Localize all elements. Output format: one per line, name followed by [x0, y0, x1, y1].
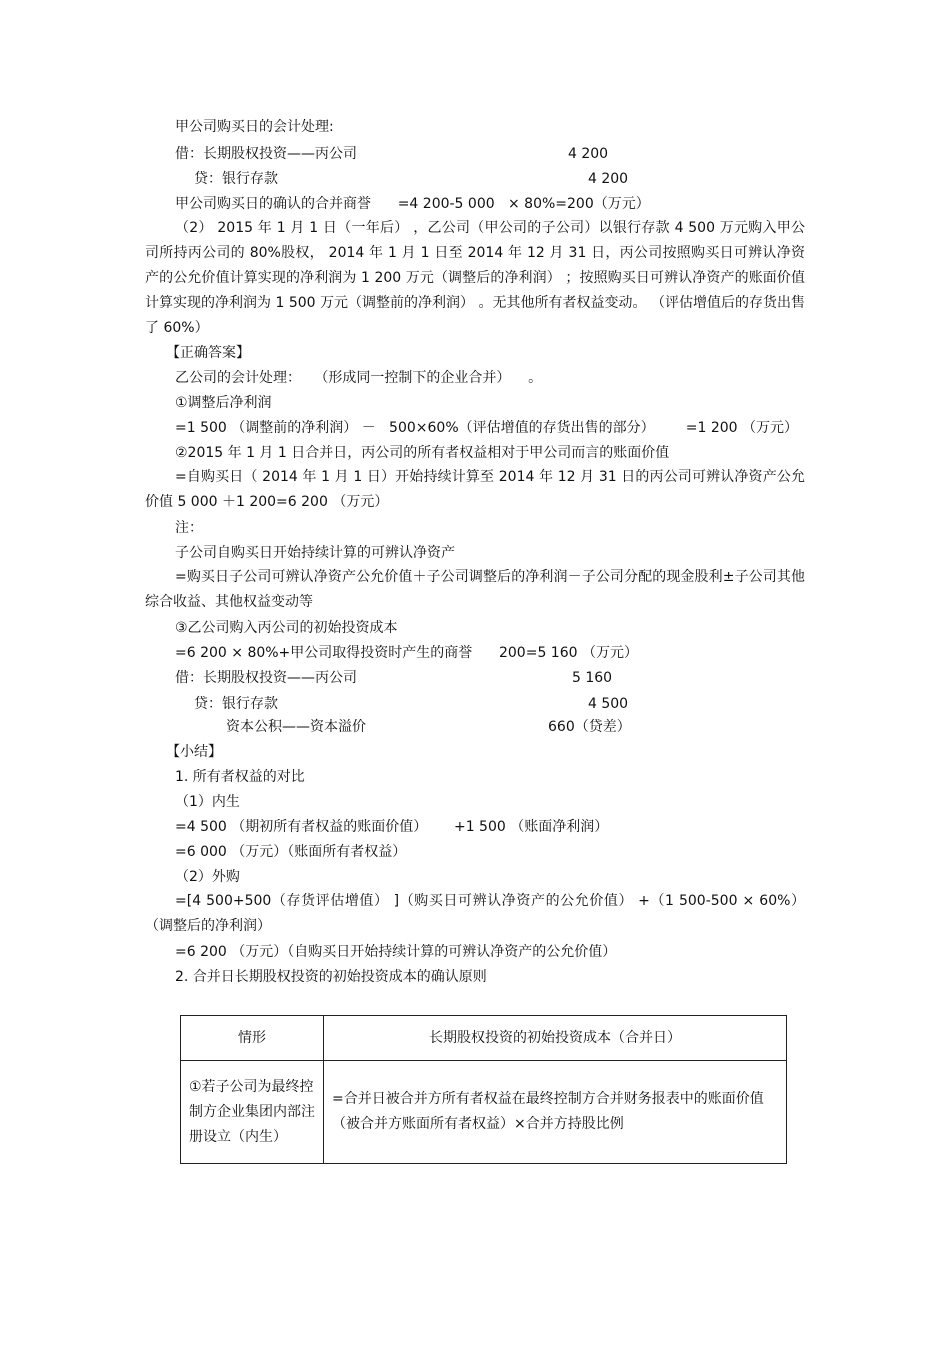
table-header-row: [181, 1016, 787, 1061]
paragraph-text: =[4 500+500（存货评估增值） ]（购买日可辨认净资产的公允价值） +（1 500-500 × 60%）（调整后的净利润）: [145, 893, 805, 934]
goodwill-line: 甲公司购买日的确认的合并商誉 =4 200-5 000 × 80%=200（万元）: [175, 196, 650, 212]
line-8: =1 500 （调整前的净利润） － 500×60%（评估增值的存货出售的部分） =1 200 （万元）: [175, 420, 799, 436]
line-6: 乙公司的会计处理： （形成同一控制下的企业合并） 。: [175, 370, 543, 386]
line-2-entry: 借：长期股权投资——丙公司: [175, 146, 357, 162]
line-24: 2. 合并日长期股权投资的初始投资成本的确认原则: [175, 969, 487, 985]
paragraph-net-assets: [145, 565, 805, 615]
line-19: （1）内生: [175, 794, 240, 810]
line-3-amount: 4 200: [588, 171, 629, 187]
paragraph-book-value: [145, 465, 805, 515]
table-row: [181, 1061, 787, 1164]
answer-heading: 【正确答案】: [166, 345, 250, 361]
table-cell: =合并日被合并方所有者权益在最终控制方合并财务报表中的账面价值（被合并方账面所有者权益）×合并方持股比例: [324, 1061, 787, 1164]
table-header-cell: 情形: [181, 1016, 324, 1061]
line-14-amount: 5 160: [572, 670, 613, 686]
line-16-amount: 660（贷差）: [548, 719, 631, 735]
line-12: ③乙公司购入丙公司的初始投资成本: [175, 620, 398, 636]
line-14-entry: 借：长期股权投资——丙公司: [175, 670, 357, 686]
table-cell: ①若子公司为最终控制方企业集团内部注册设立（内生）: [181, 1061, 324, 1164]
paragraph-purchased: [145, 889, 805, 939]
line-22: （2）外购: [175, 869, 240, 885]
line-1: 甲公司购买日的会计处理:: [175, 119, 334, 135]
line-13: =6 200 × 80%+甲公司取得投资时产生的商誉 200=5 160 （万元）: [175, 645, 638, 661]
line-21: =6 000 （万元）（账面所有者权益）: [175, 844, 407, 860]
paragraph-case-2: [145, 216, 805, 341]
line-20: =4 500 （期初所有者权益的账面价值） +1 500 （账面净利润）: [175, 819, 609, 835]
line-11: 子公司自购买日开始持续计算的可辨认净资产: [175, 545, 455, 561]
principle-table: [180, 1015, 787, 1164]
line-18: 1. 所有者权益的对比: [175, 769, 305, 785]
paragraph-text: =购买日子公司可辨认净资产公允价值＋子公司调整后的净利润－子公司分配的现金股利±子公司其他综合收益、其他权益变动等: [145, 569, 805, 610]
line-2-amount: 4 200: [568, 146, 609, 162]
line-15-entry: 贷：银行存款: [194, 696, 278, 712]
paragraph-text: （2） 2015 年 1 月 1 日（一年后） ，乙公司（甲公司的子公司）以银行存款 4 500 万元购入甲公司所持丙公司的 80%股权， 2014 年 1 月 1 日至 2014 年 12 月 31 日，丙公司按照购买日可辨认净资产的公允价值计算实现的净利润为 1 200 万元（调整后的净利润） ；按照购买日可辨认净资产的账面价值计算实现的净利润为 1 500 万元（调整前的净利润） 。无其他所有者权益变动。 （评估增值后的存货出售了 60%）: [145, 220, 805, 336]
line-9: ②2015 年 1 月 1 日合并日，丙公司的所有者权益相对于甲公司而言的账面价值: [175, 445, 670, 461]
line-15-amount: 4 500: [588, 696, 629, 712]
summary-heading: 【小结】: [166, 744, 222, 760]
paragraph-text: =自购买日（ 2014 年 1 月 1 日）开始持续计算至 2014 年 12 月 31 日的丙公司可辨认净资产公允价值 5 000 ＋1 200=6 200 （万元）: [145, 469, 805, 510]
line-23: =6 200 （万元）（自购买日开始持续计算的可辨认净资产的公允价值）: [175, 944, 617, 960]
table-header-cell: 长期股权投资的初始投资成本（合并日）: [324, 1016, 787, 1061]
line-7: ①调整后净利润: [175, 395, 272, 411]
line-16-entry: 资本公积——资本溢价: [226, 719, 366, 735]
line-3-entry: 贷：银行存款: [194, 171, 278, 187]
note-label: 注：: [175, 520, 203, 536]
